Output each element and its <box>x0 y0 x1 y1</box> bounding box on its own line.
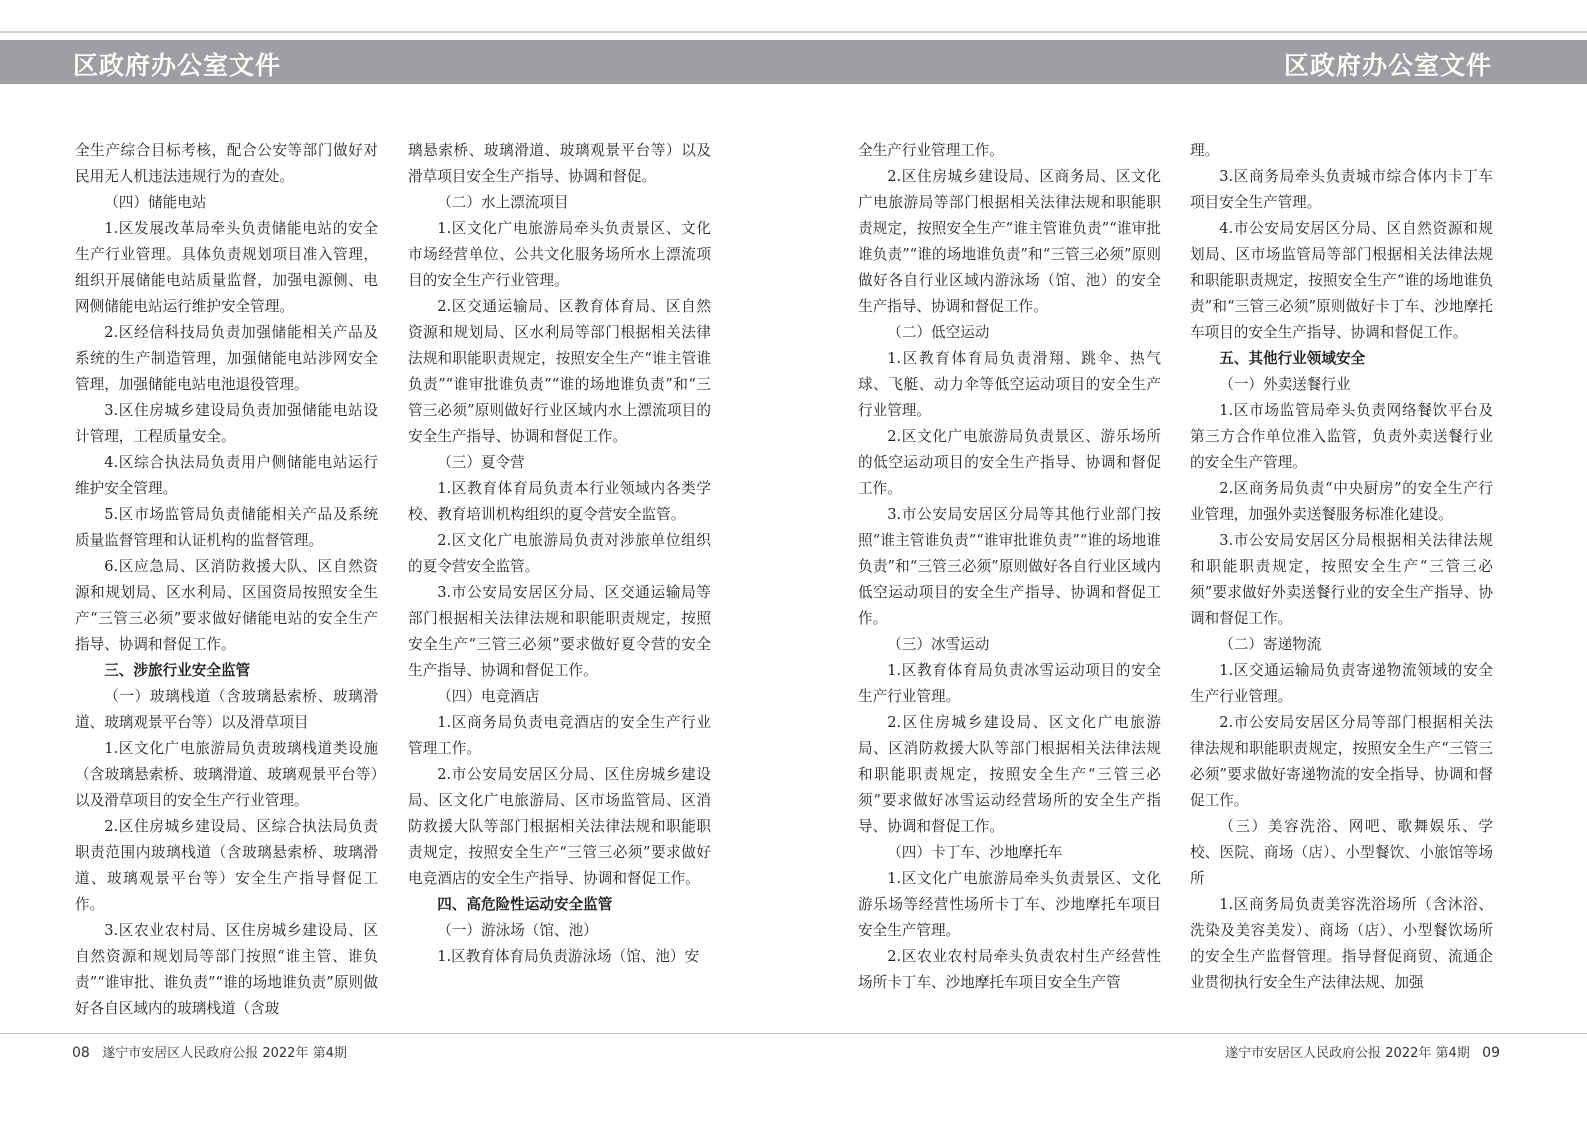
paragraph: 6.区应急局、区消防救援大队、区自然资源和规划局、区水利局、区国资局按照安全生产“三管三必须”要求做好储能电站的安全生产指导、协调和督促工作。 <box>75 558 378 653</box>
paragraph: 1.区教育体育局负责冰雪运动项目的安全生产行业管理。 <box>858 662 1161 705</box>
paragraph: 2.市公安局安居区分局、区住房城乡建设局、区文化广电旅游局、区市场监管局、区消防救援大队等部门根据相关法律法规和职能职责规定，按照安全生产“三管三必须”要求做好电竞酒店的安全生产指导、协调和督促工作。 <box>408 766 711 887</box>
paragraph: 3.市公安局安居区分局根据相关法律法规和职能职责规定，按照安全生产“三管三必须”要求做好外卖送餐行业的安全生产指导、协调和督促工作。 <box>1190 532 1493 627</box>
paragraph: 1.区交通运输局负责寄递物流领域的安全生产行业管理。 <box>1190 662 1493 705</box>
paragraph: 2.市公安局安居区分局等部门根据相关法律法规和职能职责规定，按照安全生产“三管三必须”要求做好寄递物流的安全指导、协调和督促工作。 <box>1190 714 1493 809</box>
paragraph: 1.区教育体育局负责本行业领域内各类学校、教育培训机构组织的夏令营安全监管。 <box>408 480 711 523</box>
paragraph: 理。 <box>1190 142 1220 159</box>
left-footer-text: 遂宁市安居区人民政府公报 2022年 第4期 <box>102 1046 347 1061</box>
paragraph: 2.区农业农村局牵头负责农村生产经营性场所卡丁车、沙地摩托车项目安全生产管 <box>858 948 1161 991</box>
paragraph: 2.区住房城乡建设局、区综合执法局负责职责范围内玻璃栈道（含玻璃悬索桥、玻璃滑道、玻璃观景平台等）安全生产指导督促工作。 <box>75 818 378 913</box>
right-footer <box>1225 1042 1500 1061</box>
paragraph: 2.区经信科技局负责加强储能相关产品及系统的生产制造管理，加强储能电站涉网安全管理，加强储能电站电池退役管理。 <box>75 324 378 393</box>
paragraph: 2.区住房城乡建设局、区商务局、区文化广电旅游局等部门根据相关法律法规和职能职责规定，按照安全生产“谁主管谁负责”“谁审批谁负责”“谁的场地谁负责”和“三管三必须”原则做好各自行业区域内游泳场（馆、池）的安全生产指导、协调和督促工作。 <box>858 168 1161 315</box>
paragraph: （一）玻璃栈道（含玻璃悬索桥、玻璃滑道、玻璃观景平台等）以及滑草项目 <box>75 688 378 731</box>
paragraph: 全生产综合目标考核，配合公安等部门做好对民用无人机违法违规行为的查处。 <box>75 142 378 185</box>
paragraph: 1.区文化广电旅游局牵头负责景区、文化游乐场等经营性场所卡丁车、沙地摩托车项目安全生产管理。 <box>858 870 1161 939</box>
paragraph: 4.市公安局安居区分局、区自然资源和规划局、区市场监管局等部门根据相关法律法规和职能职责规定，按照安全生产“谁的场地谁负责”和“三管三必须”原则做好卡丁车、沙地摩托车项目的安全生产指导、协调和督促工作。 <box>1190 220 1493 341</box>
paragraph: （四）储能电站 <box>104 194 207 211</box>
right-page-number: 09 <box>1482 1045 1500 1061</box>
paragraph: 全生产行业管理工作。 <box>858 142 1004 159</box>
section-heading: 三、涉旅行业安全监管 <box>104 662 251 679</box>
paragraph: 3.区住房城乡建设局负责加强储能电站设计管理，工程质量安全。 <box>75 402 378 445</box>
paragraph: 1.区市场监管局牵头负责网络餐饮平台及第三方合作单位准入监管，负责外卖送餐行业的安全生产管理。 <box>1190 402 1493 471</box>
paragraph: 1.区教育体育局负责滑翔、跳伞、热气球、飞艇、动力伞等低空运动项目的安全生产行业管理。 <box>858 350 1161 419</box>
paragraph: 1.区商务局负责美容洗浴场所（含沐浴、洗染及美容美发）、商场（店）、小型餐饮场所的安全生产监督管理。指导督促商贸、流通企业贯彻执行安全生产法律法规、加强 <box>1190 896 1493 991</box>
paragraph: 2.区住房城乡建设局、区文化广电旅游局、区消防救援大队等部门根据相关法律法规和职能职责规定，按照安全生产“三管三必须”要求做好冰雪运动经营场所的安全生产指导、协调和督促工作。 <box>858 714 1161 835</box>
right-header-title: 区政府办公室文件 <box>1283 51 1492 80</box>
paragraph: （二）水上漂流项目 <box>437 194 569 211</box>
paragraph: 1.区商务局负责电竞酒店的安全生产行业管理工作。 <box>408 714 711 757</box>
text-column-3 <box>858 138 1161 996</box>
paragraph: 璃悬索桥、玻璃滑道、玻璃观景平台等）以及滑草项目安全生产指导、协调和督促。 <box>408 142 711 185</box>
text-column-1 <box>75 138 378 1022</box>
footer-rule <box>0 1033 1587 1034</box>
paragraph: 3.市公安局安居区分局、区交通运输局等部门根据相关法律法规和职能职责规定，按照安全生产“三管三必须”要求做好夏令营的安全生产指导、协调和督促工作。 <box>408 584 711 679</box>
paragraph: 3.市公安局安居区分局等其他行业部门按照“谁主管谁负责”“谁审批谁负责”“谁的场地谁负责”和“三管三必须”原则做好各自行业区域内低空运动项目的安全生产指导、协调和督促工作。 <box>858 506 1161 627</box>
left-header-title: 区政府办公室文件 <box>73 51 282 80</box>
paragraph: （三）冰雪运动 <box>887 636 990 653</box>
right-footer-text: 遂宁市安居区人民政府公报 2022年 第4期 <box>1225 1046 1470 1061</box>
paragraph: （三）夏令营 <box>437 454 525 471</box>
paragraph: 5.区市场监管局负责储能相关产品及系统质量监督管理和认证机构的监督管理。 <box>75 506 378 549</box>
section-heading: 四、高危险性运动安全监管 <box>437 896 613 913</box>
paragraph: 2.区商务局负责“中央厨房”的安全生产行业管理，加强外卖送餐服务标准化建设。 <box>1190 480 1493 523</box>
paragraph: 2.区文化广电旅游局负责对涉旅单位组织的夏令营安全监管。 <box>408 532 711 575</box>
page-header <box>0 40 1587 84</box>
paragraph: 1.区教育体育局负责游泳场（馆、池）安 <box>437 948 700 965</box>
paragraph: （三）美容洗浴、网吧、歌舞娱乐、学校、医院、商场（店）、小型餐饮、小旅馆等场所 <box>1190 818 1493 887</box>
paragraph: （一）游泳场（馆、池） <box>437 922 598 939</box>
text-column-2 <box>408 138 711 970</box>
paragraph: 3.区商务局牵头负责城市综合体内卡丁车项目安全生产管理。 <box>1190 168 1493 211</box>
paragraph: （一）外卖送餐行业 <box>1219 376 1351 393</box>
paragraph: 2.区交通运输局、区教育体育局、区自然资源和规划局、区水利局等部门根据相关法律法规和职能职责规定，按照安全生产“谁主管谁负责”“谁审批谁负责”“谁的场地谁负责”和“三管三必须”原则做好行业区域内水上漂流项目的安全生产指导、协调和督促工作。 <box>408 298 711 445</box>
paragraph: 4.区综合执法局负责用户侧储能电站运行维护安全管理。 <box>75 454 378 497</box>
text-column-4 <box>1190 138 1493 996</box>
paragraph: （四）卡丁车、沙地摩托车 <box>887 844 1063 861</box>
paragraph: 1.区发展改革局牵头负责储能电站的安全生产行业管理。具体负责规划项目准入管理，组织开展储能电站质量监督，加强电源侧、电网侧储能电站运行维护安全管理。 <box>75 220 378 315</box>
paragraph: 1.区文化广电旅游局负责玻璃栈道类设施（含玻璃悬索桥、玻璃滑道、玻璃观景平台等）以及滑草项目的安全生产行业管理。 <box>75 740 378 809</box>
paragraph: 1.区文化广电旅游局牵头负责景区、文化市场经营单位、公共文化服务场所水上漂流项目的安全生产行业管理。 <box>408 220 711 289</box>
top-rule <box>0 31 1587 33</box>
paragraph: 3.区农业农村局、区住房城乡建设局、区自然资源和规划局等部门按照“谁主管、谁负责”“谁审批、谁负责”“谁的场地谁负责”原则做好各自区域内的玻璃栈道（含玻 <box>75 922 378 1017</box>
paragraph: （二）寄递物流 <box>1219 636 1322 653</box>
paragraph: 2.区文化广电旅游局负责景区、游乐场所的低空运动项目的安全生产指导、协调和督促工作。 <box>858 428 1161 497</box>
left-page-number: 08 <box>72 1045 90 1061</box>
paragraph: （二）低空运动 <box>887 324 990 341</box>
section-heading: 五、其他行业领域安全 <box>1219 350 1366 367</box>
paragraph: （四）电竞酒店 <box>437 688 540 705</box>
left-footer <box>72 1042 347 1061</box>
